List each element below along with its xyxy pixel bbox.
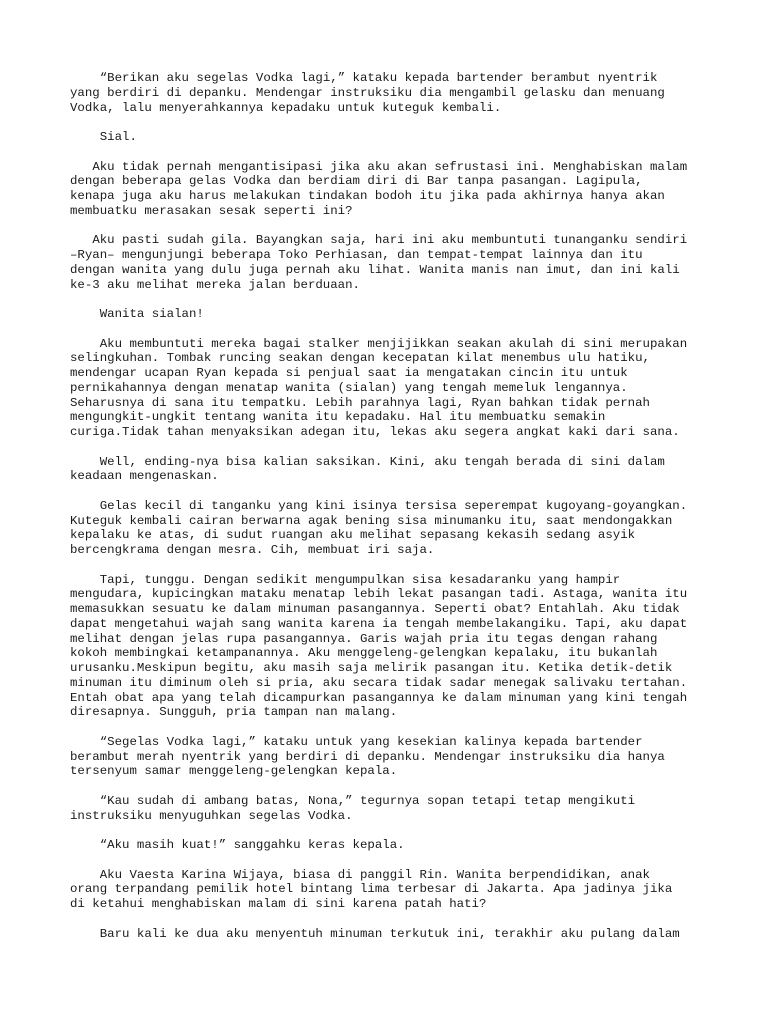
story-text bbox=[70, 71, 710, 956]
paragraph-5: Wanita sialan! bbox=[70, 307, 204, 321]
paragraph-2: Sial. bbox=[70, 130, 137, 144]
paragraph-1: “Berikan aku segelas Vodka lagi,” kataku kepada bartender berambut nyentrik yang berdiri di depanku. Mendengar instruksiku dia mengambil gelasku dan menuang Vodka, lalu menyerahkannya kepadaku untuk kuteguk kembali. bbox=[70, 71, 665, 115]
paragraph-6: Aku membuntuti mereka bagai stalker menjijikkan seakan akulah di sini merupakan selingkuhan. Tombak runcing seakan dengan kecepatan kilat menembus ulu hatiku, mendengar ucapan Ryan kepada si penjual saat ia mengatakan cincin itu untuk pernikahannya dengan menatap wanita (sialan) yang tengah memeluk lengannya. Seharusnya di sana itu tempatku. Lebih parahnya lagi, Ryan bahkan tidak pernah mengungkit-ungkit tentang wanita itu kepadaku. Hal itu membuatku semakin curiga.Tidak tahan menyaksikan adegan itu, lekas aku segera angkat kaki dari sana. bbox=[70, 336, 688, 439]
paragraph-4: Aku pasti sudah gila. Bayangkan saja, hari ini aku membuntuti tunanganku sendiri –Ryan– mengunjungi beberapa Toko Perhiasan, dan tempat-tempat lainnya dan itu dengan wanita yang dulu juga pernah aku lihat. Wanita manis nan imut, dan ini kali ke-3 aku melihat mereka jalan berduaan. bbox=[70, 233, 688, 292]
paragraph-13: Aku Vaesta Karina Wijaya, biasa di panggil Rin. Wanita berpendidikan, anak orang terpandang pemilik hotel bintang lima terbesar di Jakarta. Apa jadinya jika di ketahui menghabiskan malam di sini karena patah hati? bbox=[70, 867, 673, 911]
paragraph-9: Tapi, tunggu. Dengan sedikit mengumpulkan sisa kesadaranku yang hampir mengudara, kupicingkan mataku menatap lebih lekat pasangan tadi. Astaga, wanita itu memasukkan sesuatu ke dalam minuman pasangannya. Seperti obat? Entahlah. Aku tidak dapat mengetahui wajah sang wanita karena ia tengah membelakangiku. Tapi, aku dapat melihat dengan jelas rupa pasangannya. Garis wajah pria itu tegas dengan rahang kokoh membingkai ketampanannya. Aku menggeleng-gelengkan kepalaku, itu bukanlah urusanku.Meskipun begitu, aku masih saja melirik pasangan itu. Ketika detik-detik minuman itu diminum oleh si pria, aku secara tidak sadar menegak salivaku tertahan. Entah obat apa yang telah dicampurkan pasangannya ke dalam minuman yang kini tengah diresapnya. Sungguh, pria tampan nan malang. bbox=[70, 572, 688, 720]
paragraph-7: Well, ending-nya bisa kalian saksikan. Kini, aku tengah berada di sini dalam keadaan mengenaskan. bbox=[70, 454, 665, 484]
paragraph-10: “Segelas Vodka lagi,” kataku untuk yang kesekian kalinya kepada bartender berambut merah nyentrik yang berdiri di depanku. Mendengar instruksiku dia hanya tersenyum samar menggeleng-gelengkan kepala. bbox=[70, 734, 665, 779]
paragraph-3: Aku tidak pernah mengantisipasi jika aku akan sefrustasi ini. Menghabiskan malam dengan beberapa gelas Vodka dan berdiam diri di Bar tanpa pasangan. Lagipula, kenapa juga aku harus melakukan tindakan bodoh itu jika pada akhirnya hanya akan membuatku merasakan sesak seperti ini? bbox=[70, 159, 688, 218]
paragraph-11: “Kau sudah di ambang batas, Nona,” tegurnya sopan tetapi tetap mengikuti instruksiku menyuguhkan segelas Vodka. bbox=[70, 793, 636, 823]
paragraph-12: “Aku masih kuat!” sanggahku keras kepala. bbox=[70, 838, 405, 852]
paragraph-14: Baru kali ke dua aku menyentuh minuman terkutuk ini, terakhir aku pulang dalam bbox=[70, 926, 680, 941]
paragraph-8: Gelas kecil di tanganku yang kini isinya tersisa seperempat kugoyang-goyangkan. Kuteguk kembali cairan berwarna agak bening sisa minumanku itu, saat mendongakkan kepalaku ke atas, di sudut ruangan aku melihat sepasang kekasih sedang asyik bercengkrama dengan mesra. Cih, membuat iri saja. bbox=[70, 498, 688, 557]
